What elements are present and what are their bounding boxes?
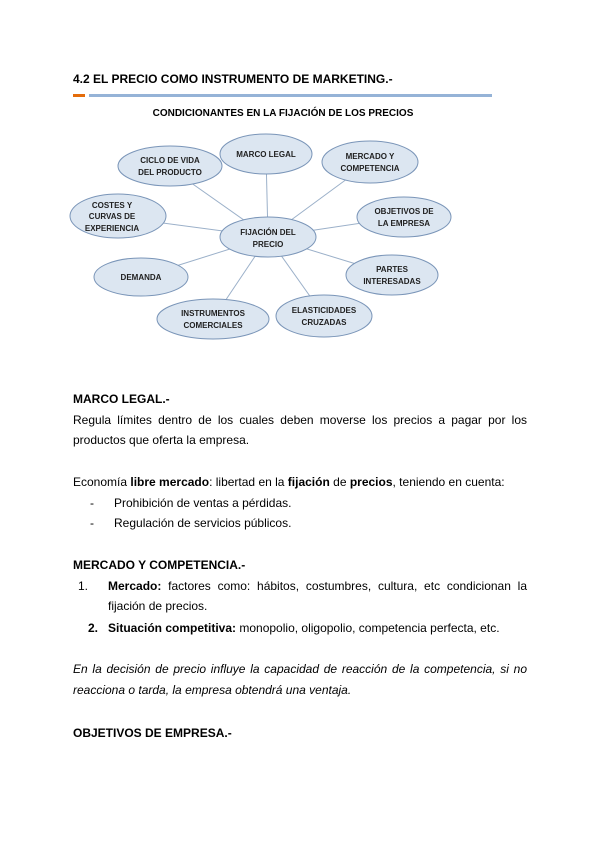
item-number: 2. bbox=[87, 621, 98, 635]
economia-text-d: fijación bbox=[287, 475, 330, 489]
section-title-marco-legal: MARCO LEGAL.- bbox=[73, 392, 170, 406]
economia-text-f: precios bbox=[349, 475, 393, 489]
bullet-item bbox=[90, 493, 291, 513]
bullet-dash: - bbox=[90, 496, 94, 510]
bullet-text: Prohibición de ventas a pérdidas. bbox=[114, 496, 292, 510]
item-label: Situación competitiva: bbox=[108, 621, 237, 635]
node-instrumentos-label-2: COMERCIALES bbox=[183, 321, 243, 330]
bullet-dash: - bbox=[90, 516, 94, 530]
center-label-1: FIJACIÓN DEL bbox=[240, 228, 296, 237]
node-mercado-label-1: MERCADO Y bbox=[345, 152, 395, 161]
node-instrumentos-ellipse bbox=[157, 299, 269, 339]
economia-text-e: de bbox=[329, 475, 350, 489]
marco-legal-economia-paragraph bbox=[73, 472, 527, 492]
marco-legal-paragraph-line2: productos que oferta la empresa. bbox=[73, 433, 250, 447]
item-text: factores como: hábitos, costumbres, cultura, etc condicionan la bbox=[161, 579, 527, 593]
node-objetivos-label-1: OBJETIVOS DE bbox=[374, 207, 434, 216]
node-costes-label-2: CURVAS DE bbox=[88, 212, 136, 221]
bullet-item bbox=[90, 513, 291, 533]
diagram-title: CONDICIONANTES EN LA FIJACIÓN DE LOS PRECIOS bbox=[152, 108, 414, 119]
node-elasticidades-label-2: CRUZADAS bbox=[301, 318, 347, 327]
economia-text-b: libre mercado bbox=[130, 475, 210, 489]
node-partes-label-2: INTERESADAS bbox=[363, 277, 421, 286]
marco-legal-paragraph-line1: Regula límites dentro de los cuales deben moverse los precios a pagar por los bbox=[73, 413, 527, 427]
node-objetivos-ellipse bbox=[357, 197, 451, 237]
node-ciclo-ellipse bbox=[118, 146, 222, 186]
node-elasticidades-label-1: ELASTICIDADES bbox=[291, 306, 357, 315]
node-mercado-label-2: COMPETENCIA bbox=[340, 164, 400, 173]
node-instrumentos-label-1: INSTRUMENTOS bbox=[181, 309, 245, 318]
node-partes-label-1: PARTES bbox=[376, 265, 408, 274]
section-title-mercado-competencia: MERCADO Y COMPETENCIA.- bbox=[73, 558, 246, 572]
italic-note-line1: En la decisión de precio influye la capacidad de reacción de la competencia, si no bbox=[73, 662, 527, 676]
item-text: monopolio, oligopolio, competencia perfecta, etc. bbox=[236, 621, 500, 635]
numbered-item-situacion bbox=[78, 618, 527, 638]
bullet-text: Regulación de servicios públicos. bbox=[114, 516, 292, 530]
node-demanda-label: DEMANDA bbox=[120, 273, 162, 282]
item-label: Mercado: bbox=[108, 579, 162, 593]
node-ciclo-label-2: DEL PRODUCTO bbox=[138, 168, 202, 177]
center-label-2: PRECIO bbox=[252, 240, 284, 249]
price-factors-diagram bbox=[0, 0, 600, 360]
numbered-item-mercado-continuation: fijación de precios. bbox=[108, 599, 208, 613]
numbered-item-mercado bbox=[78, 576, 527, 596]
node-marco-label: MARCO LEGAL bbox=[236, 150, 296, 159]
economia-text-c: : libertad en la bbox=[209, 475, 288, 489]
node-partes-ellipse bbox=[346, 255, 438, 295]
node-costes-label-1: COSTES Y bbox=[91, 201, 133, 210]
node-elasticidades-ellipse bbox=[276, 295, 372, 337]
node-ciclo-label-1: CICLO DE VIDA bbox=[140, 156, 200, 165]
item-number: 1. bbox=[78, 579, 89, 593]
italic-note-line2: reacciona o tarda, la empresa obtendrá una ventaja. bbox=[73, 683, 352, 697]
node-mercado-ellipse bbox=[322, 141, 418, 183]
node-costes-label-3: EXPERIENCIA bbox=[84, 224, 140, 233]
center-ellipse bbox=[220, 217, 316, 257]
economia-text-g: , teniendo en cuenta: bbox=[392, 475, 505, 489]
node-objetivos-label-2: LA EMPRESA bbox=[377, 219, 431, 228]
economia-text-a: Economía bbox=[73, 475, 131, 489]
page-heading: 4.2 EL PRECIO COMO INSTRUMENTO DE MARKETING.- bbox=[73, 72, 393, 86]
section-title-objetivos: OBJETIVOS DE EMPRESA.- bbox=[73, 726, 232, 740]
